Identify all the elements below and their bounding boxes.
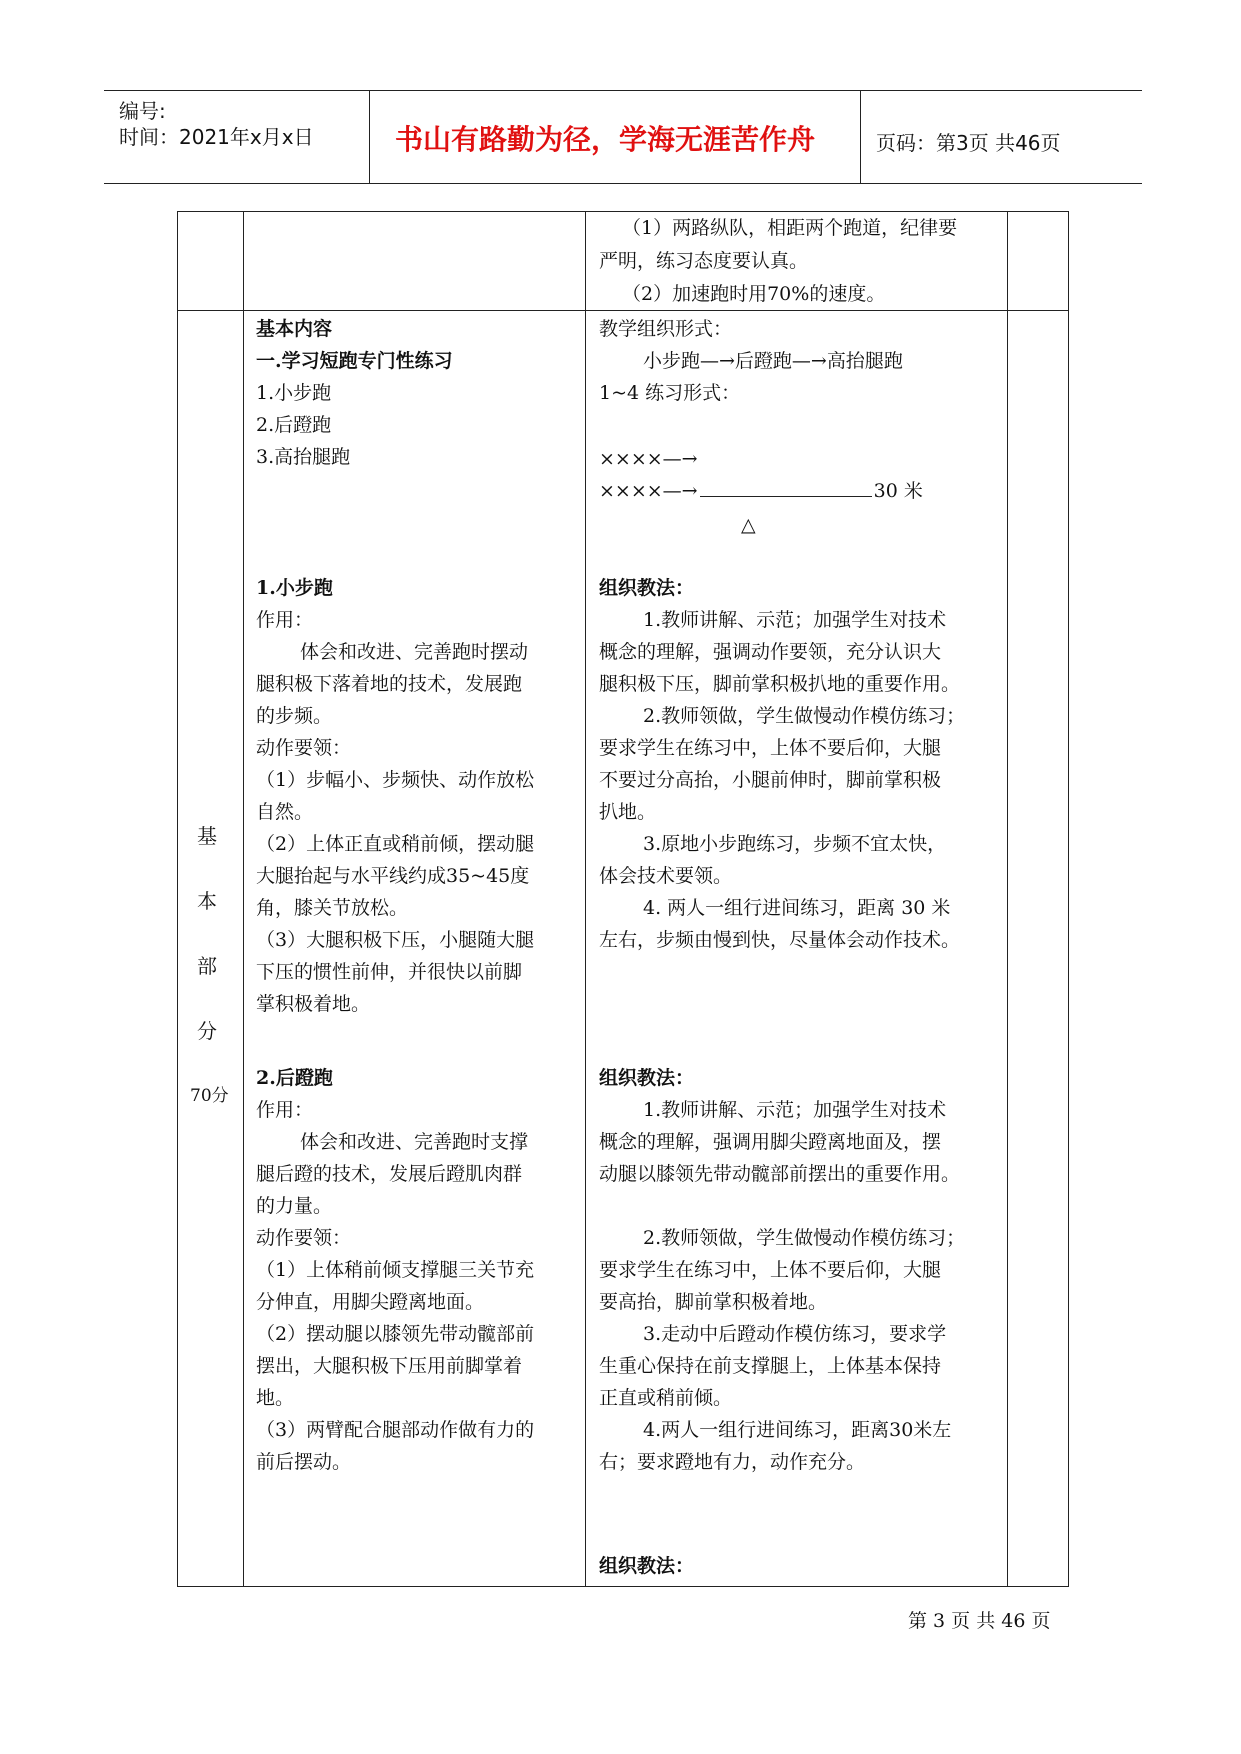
method-line: 腿积极下压，脚前掌积极扒地的重要作用。 (599, 673, 961, 695)
distance-line (700, 478, 872, 497)
effect-line: 体会和改进、完善跑时支撑 (300, 1131, 529, 1153)
method-line: 4. 两人一组行进间练习，距离 30 米 (643, 897, 951, 919)
exercise-list-item: 2.后蹬跑 (256, 414, 332, 436)
header-divider (860, 90, 861, 183)
document-number-label: 编号: (119, 99, 166, 123)
method-line: 生重心保持在前支撑腿上，上体基本保持 (599, 1355, 942, 1377)
table-column-divider (243, 211, 244, 1587)
table-column-divider (1007, 211, 1008, 1587)
points-label: 动作要领： (256, 737, 352, 759)
effect-label: 作用： (256, 609, 314, 631)
section-label-char: 基 (197, 824, 217, 848)
points-line: 前后摆动。 (256, 1451, 352, 1473)
practice-flow: 小步跑—→后蹬跑—→高抬腿跑 (643, 350, 903, 372)
points-label: 动作要领： (256, 1227, 352, 1249)
page-number-label: 页码：第3页 共46页 (876, 131, 1061, 155)
effect-line: 的力量。 (256, 1195, 333, 1217)
points-line: （1）步幅小、步频快、动作放松 (256, 769, 535, 791)
table-column-divider (585, 211, 586, 1587)
header-top-rule (104, 90, 1142, 91)
section-time: 70分 (190, 1086, 229, 1106)
practice-form-label: 1~4 练习形式： (599, 382, 741, 404)
method-line: 1.教师讲解、示范；加强学生对技术 (643, 609, 947, 631)
top-cell-line: （1）两路纵队，相距两个跑道，纪律要 (622, 217, 958, 239)
points-line: 摆出，大腿积极下压用前脚掌着 (256, 1355, 523, 1377)
header-divider (369, 90, 370, 183)
method-title: 组织教法： (599, 1067, 695, 1089)
method-title: 组织教法： (599, 577, 695, 599)
method-line: 不要过分高抬，小腿前伸时，脚前掌积极 (599, 769, 942, 791)
teacher-triangle-icon: △ (741, 514, 756, 536)
method-line: 2.教师领做，学生做慢动作模仿练习； (643, 705, 966, 727)
points-line: （1）上体稍前倾支撑腿三关节充 (256, 1259, 535, 1281)
section-label-char: 本 (197, 889, 217, 913)
method-line: 要求学生在练习中，上体不要后仰，大腿 (599, 737, 942, 759)
org-form-label: 教学组织形式： (599, 318, 733, 340)
formation-row-marks: ××××—→ (599, 480, 698, 502)
method-title: 组织教法： (599, 1555, 695, 1577)
table-row-divider (177, 310, 1069, 311)
method-line: 动腿以膝领先带动髋部前摆出的重要作用。 (599, 1163, 961, 1185)
points-line: 大腿抬起与水平线约成35~45度 (256, 865, 530, 887)
effect-line: 腿后蹬的技术，发展后蹬肌肉群 (256, 1163, 523, 1185)
points-line: （3）两臂配合腿部动作做有力的 (256, 1419, 535, 1441)
method-line: 2.教师领做，学生做慢动作模仿练习； (643, 1227, 966, 1249)
formation-row (599, 475, 923, 507)
method-line: 概念的理解，强调动作要领，充分认识大 (599, 641, 942, 663)
document-time-label: 时间：2021年x月x日 (119, 125, 314, 149)
content-heading: 基本内容 (256, 318, 333, 340)
exercise-list-item: 1.小步跑 (256, 382, 332, 404)
method-line: 要求学生在练习中，上体不要后仰，大腿 (599, 1259, 942, 1281)
points-line: （2）上体正直或稍前倾，摆动腿 (256, 833, 535, 855)
method-line: 3.原地小步跑练习，步频不宜太快， (643, 833, 947, 855)
points-line: 角，膝关节放松。 (256, 897, 409, 919)
method-line: 左右，步频由慢到快，尽量体会动作技术。 (599, 929, 961, 951)
points-line: 下压的惯性前伸，并很快以前脚 (256, 961, 523, 983)
method-line: 正直或稍前倾。 (599, 1387, 733, 1409)
points-line: （2）摆动腿以膝领先带动髋部前 (256, 1323, 535, 1345)
effect-line: 腿积极下落着地的技术，发展跑 (256, 673, 523, 695)
points-line: 地。 (256, 1387, 295, 1409)
section-label-char: 部 (197, 954, 217, 978)
method-line: 扒地。 (599, 801, 657, 823)
method-line: 1.教师讲解、示范；加强学生对技术 (643, 1099, 947, 1121)
effect-line: 的步频。 (256, 705, 333, 727)
points-line: 自然。 (256, 801, 314, 823)
method-line: 要高抬，脚前掌积极着地。 (599, 1291, 828, 1313)
top-cell-line: （2）加速跑时用70%的速度。 (622, 283, 886, 305)
method-line: 3.走动中后蹬动作模仿练习，要求学 (643, 1323, 947, 1345)
part-title: 2.后蹬跑 (256, 1067, 333, 1089)
header-bottom-rule (104, 183, 1142, 184)
method-line: 4.两人一组行进间练习，距离30米左 (643, 1419, 952, 1441)
content-subheading: 一.学习短跑专门性练习 (256, 350, 453, 372)
method-line: 概念的理解，强调用脚尖蹬离地面及，摆 (599, 1131, 942, 1153)
section-label-char: 分 (197, 1019, 217, 1043)
distance-label: 30 米 (873, 480, 923, 502)
exercise-list-item: 3.高抬腿跑 (256, 446, 351, 468)
method-line: 体会技术要领。 (599, 865, 733, 887)
points-line: 分伸直，用脚尖蹬离地面。 (256, 1291, 485, 1313)
effect-line: 体会和改进、完善跑时摆动 (300, 641, 529, 663)
part-title: 1.小步跑 (256, 577, 333, 599)
top-cell-line: 严明，练习态度要认真。 (599, 250, 809, 272)
effect-label: 作用： (256, 1099, 314, 1121)
points-line: 掌积极着地。 (256, 993, 371, 1015)
method-line: 右；要求蹬地有力，动作充分。 (599, 1451, 866, 1473)
header-motto: 书山有路勤为径，学海无涯苦作舟 (395, 123, 816, 156)
points-line: （3）大腿积极下压，小腿随大腿 (256, 929, 535, 951)
formation-row: ××××—→ (599, 448, 698, 470)
page-footer: 第 3 页 共 46 页 (908, 1610, 1051, 1632)
